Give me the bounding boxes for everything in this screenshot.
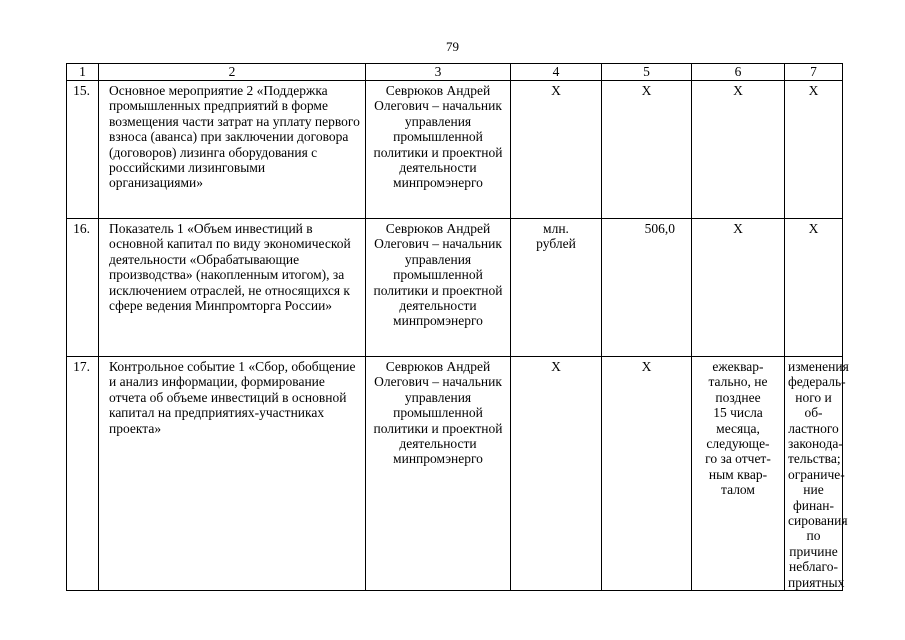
risk-cell: Х <box>785 219 843 357</box>
column-header: 2 <box>99 64 366 81</box>
column-header: 4 <box>511 64 602 81</box>
column-header: 1 <box>67 64 99 81</box>
column-header: 7 <box>785 64 843 81</box>
risk-cell: Х <box>785 81 843 219</box>
responsible-person: Севрюков Андрей Олегович – начальник управления промышленной политики и проектной деятельности минпромэнерго <box>366 357 511 591</box>
unit-cell: Х <box>511 81 602 219</box>
unit-cell: млн. рублей <box>511 219 602 357</box>
deadline-cell: ежеквар- тально, не позднее 15 числа месяца, следующе- го за отчет- ным квар- талом <box>692 357 785 591</box>
table-row <box>67 81 843 219</box>
table-row <box>67 219 843 357</box>
row-number: 15. <box>67 81 99 219</box>
unit-cell: Х <box>511 357 602 591</box>
row-number: 17. <box>67 357 99 591</box>
item-description: Основное мероприятие 2 «Поддержка промышленных предприятий в форме возмещения части затрат на уплату первого взноса (аванса) при заключении договора (договоров) лизинга оборудования с российскими лизинговыми организациями» <box>99 81 366 219</box>
plan-table <box>66 63 849 591</box>
responsible-person: Севрюков Андрей Олегович – начальник управления промышленной политики и проектной деятельности минпромэнерго <box>366 81 511 219</box>
row-number: 16. <box>67 219 99 357</box>
column-number-row <box>67 64 843 81</box>
value-cell: 506,0 <box>602 219 692 357</box>
column-header: 3 <box>366 64 511 81</box>
page-number: 79 <box>446 39 459 54</box>
item-description: Показатель 1 «Объем инвестиций в основной капитал по виду экономической деятельности «Обрабатывающие производства» (накопленным итогом), за исключением отраслей, не относящихся к сфере ведения Минпромторга России» <box>99 219 366 357</box>
deadline-cell: Х <box>692 81 785 219</box>
risk-cell: изменения федераль- ного и об- ластного законода- тельства; ограниче- ние финан- сирования по причине неблаго- приятных <box>785 357 843 591</box>
table-row <box>67 357 843 591</box>
value-cell: Х <box>602 357 692 591</box>
column-header: 5 <box>602 64 692 81</box>
deadline-cell: Х <box>692 219 785 357</box>
column-header: 6 <box>692 64 785 81</box>
value-cell: Х <box>602 81 692 219</box>
responsible-person: Севрюков Андрей Олегович – начальник управления промышленной политики и проектной деятельности минпромэнерго <box>366 219 511 357</box>
item-description: Контрольное событие 1 «Сбор, обобщение и анализ информации, формирование отчета об объеме инвестиций в основной капитал на предприятиях-участниках проекта» <box>99 357 366 591</box>
